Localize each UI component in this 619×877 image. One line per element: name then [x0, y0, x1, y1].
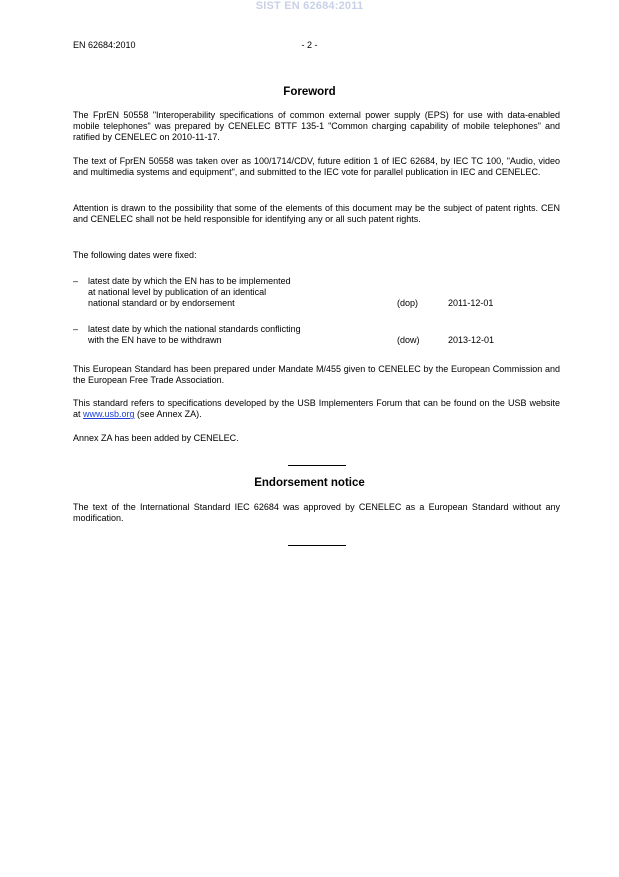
date-item-line: latest date by which the EN has to be implemented	[88, 276, 291, 286]
date-value: 2011-12-01	[448, 298, 494, 309]
date-value: 2013-12-01	[448, 335, 495, 346]
date-item-description	[88, 324, 378, 346]
foreword-paragraph-4: This European Standard has been prepared under Mandate M/455 given to CENELEC by the European Commission and the European Free Trade Association.	[73, 364, 560, 386]
section-divider	[288, 465, 346, 466]
list-dash: –	[73, 276, 79, 286]
foreword-paragraph-6: Annex ZA has been added by CENELEC.	[73, 433, 239, 443]
foreword-paragraph-3: Attention is drawn to the possibility that some of the elements of this document may be the subject of patent rights. CEN and CENELEC shall not be held responsible for identifying any or all such patent rights.	[73, 203, 560, 225]
date-item-line: at national level by publication of an identical	[88, 287, 267, 298]
endorsement-paragraph: The text of the International Standard IEC 62684 was approved by CENELEC as a European Standard without any modification.	[73, 502, 560, 524]
usb-text-before: This standard refers to specifications developed by the USB Implementers Forum that can be found on the USB website at	[73, 398, 560, 420]
foreword-paragraph-1: The FprEN 50558 "Interoperability specifications of common external power supply (EPS) for use with data-enabled mobile telephones" was prepared by CENELEC BTTF 135-1 "Common charging capability of mobile telephones" and ratified by CENELEC on 2010-11-17.	[73, 110, 560, 143]
date-item-line: with the EN have to be withdrawn	[88, 335, 222, 346]
header-page-number: - 2 -	[301, 40, 318, 50]
header-doc-id: EN 62684:2010	[73, 40, 136, 50]
dates-intro: The following dates were fixed:	[73, 250, 197, 260]
date-item-dop	[73, 276, 560, 310]
date-item-line: national standard or by endorsement	[88, 298, 235, 309]
date-abbr: (dow)	[397, 335, 420, 346]
usb-text-after: (see Annex ZA).	[134, 409, 202, 420]
end-divider	[288, 545, 346, 546]
date-item-description	[88, 276, 378, 310]
usb-website-link[interactable]: www.usb.org	[83, 409, 135, 420]
endorsement-title: Endorsement notice	[254, 477, 365, 489]
foreword-paragraph-2: The text of FprEN 50558 was taken over as 100/1714/CDV, future edition 1 of IEC 62684, by IEC TC 100, "Audio, video and multimedia systems and equipment", and submitted to the IEC vote for parallel publication in IEC and CENELEC.	[73, 156, 560, 178]
date-abbr: (dop)	[397, 298, 419, 309]
watermark: SIST EN 62684:2011	[255, 0, 364, 12]
foreword-title: Foreword	[283, 86, 336, 98]
date-item-line: latest date by which the national standards conflicting	[88, 324, 301, 334]
foreword-paragraph-5	[73, 398, 560, 420]
date-item-dow	[73, 324, 560, 347]
list-dash: –	[73, 324, 79, 334]
